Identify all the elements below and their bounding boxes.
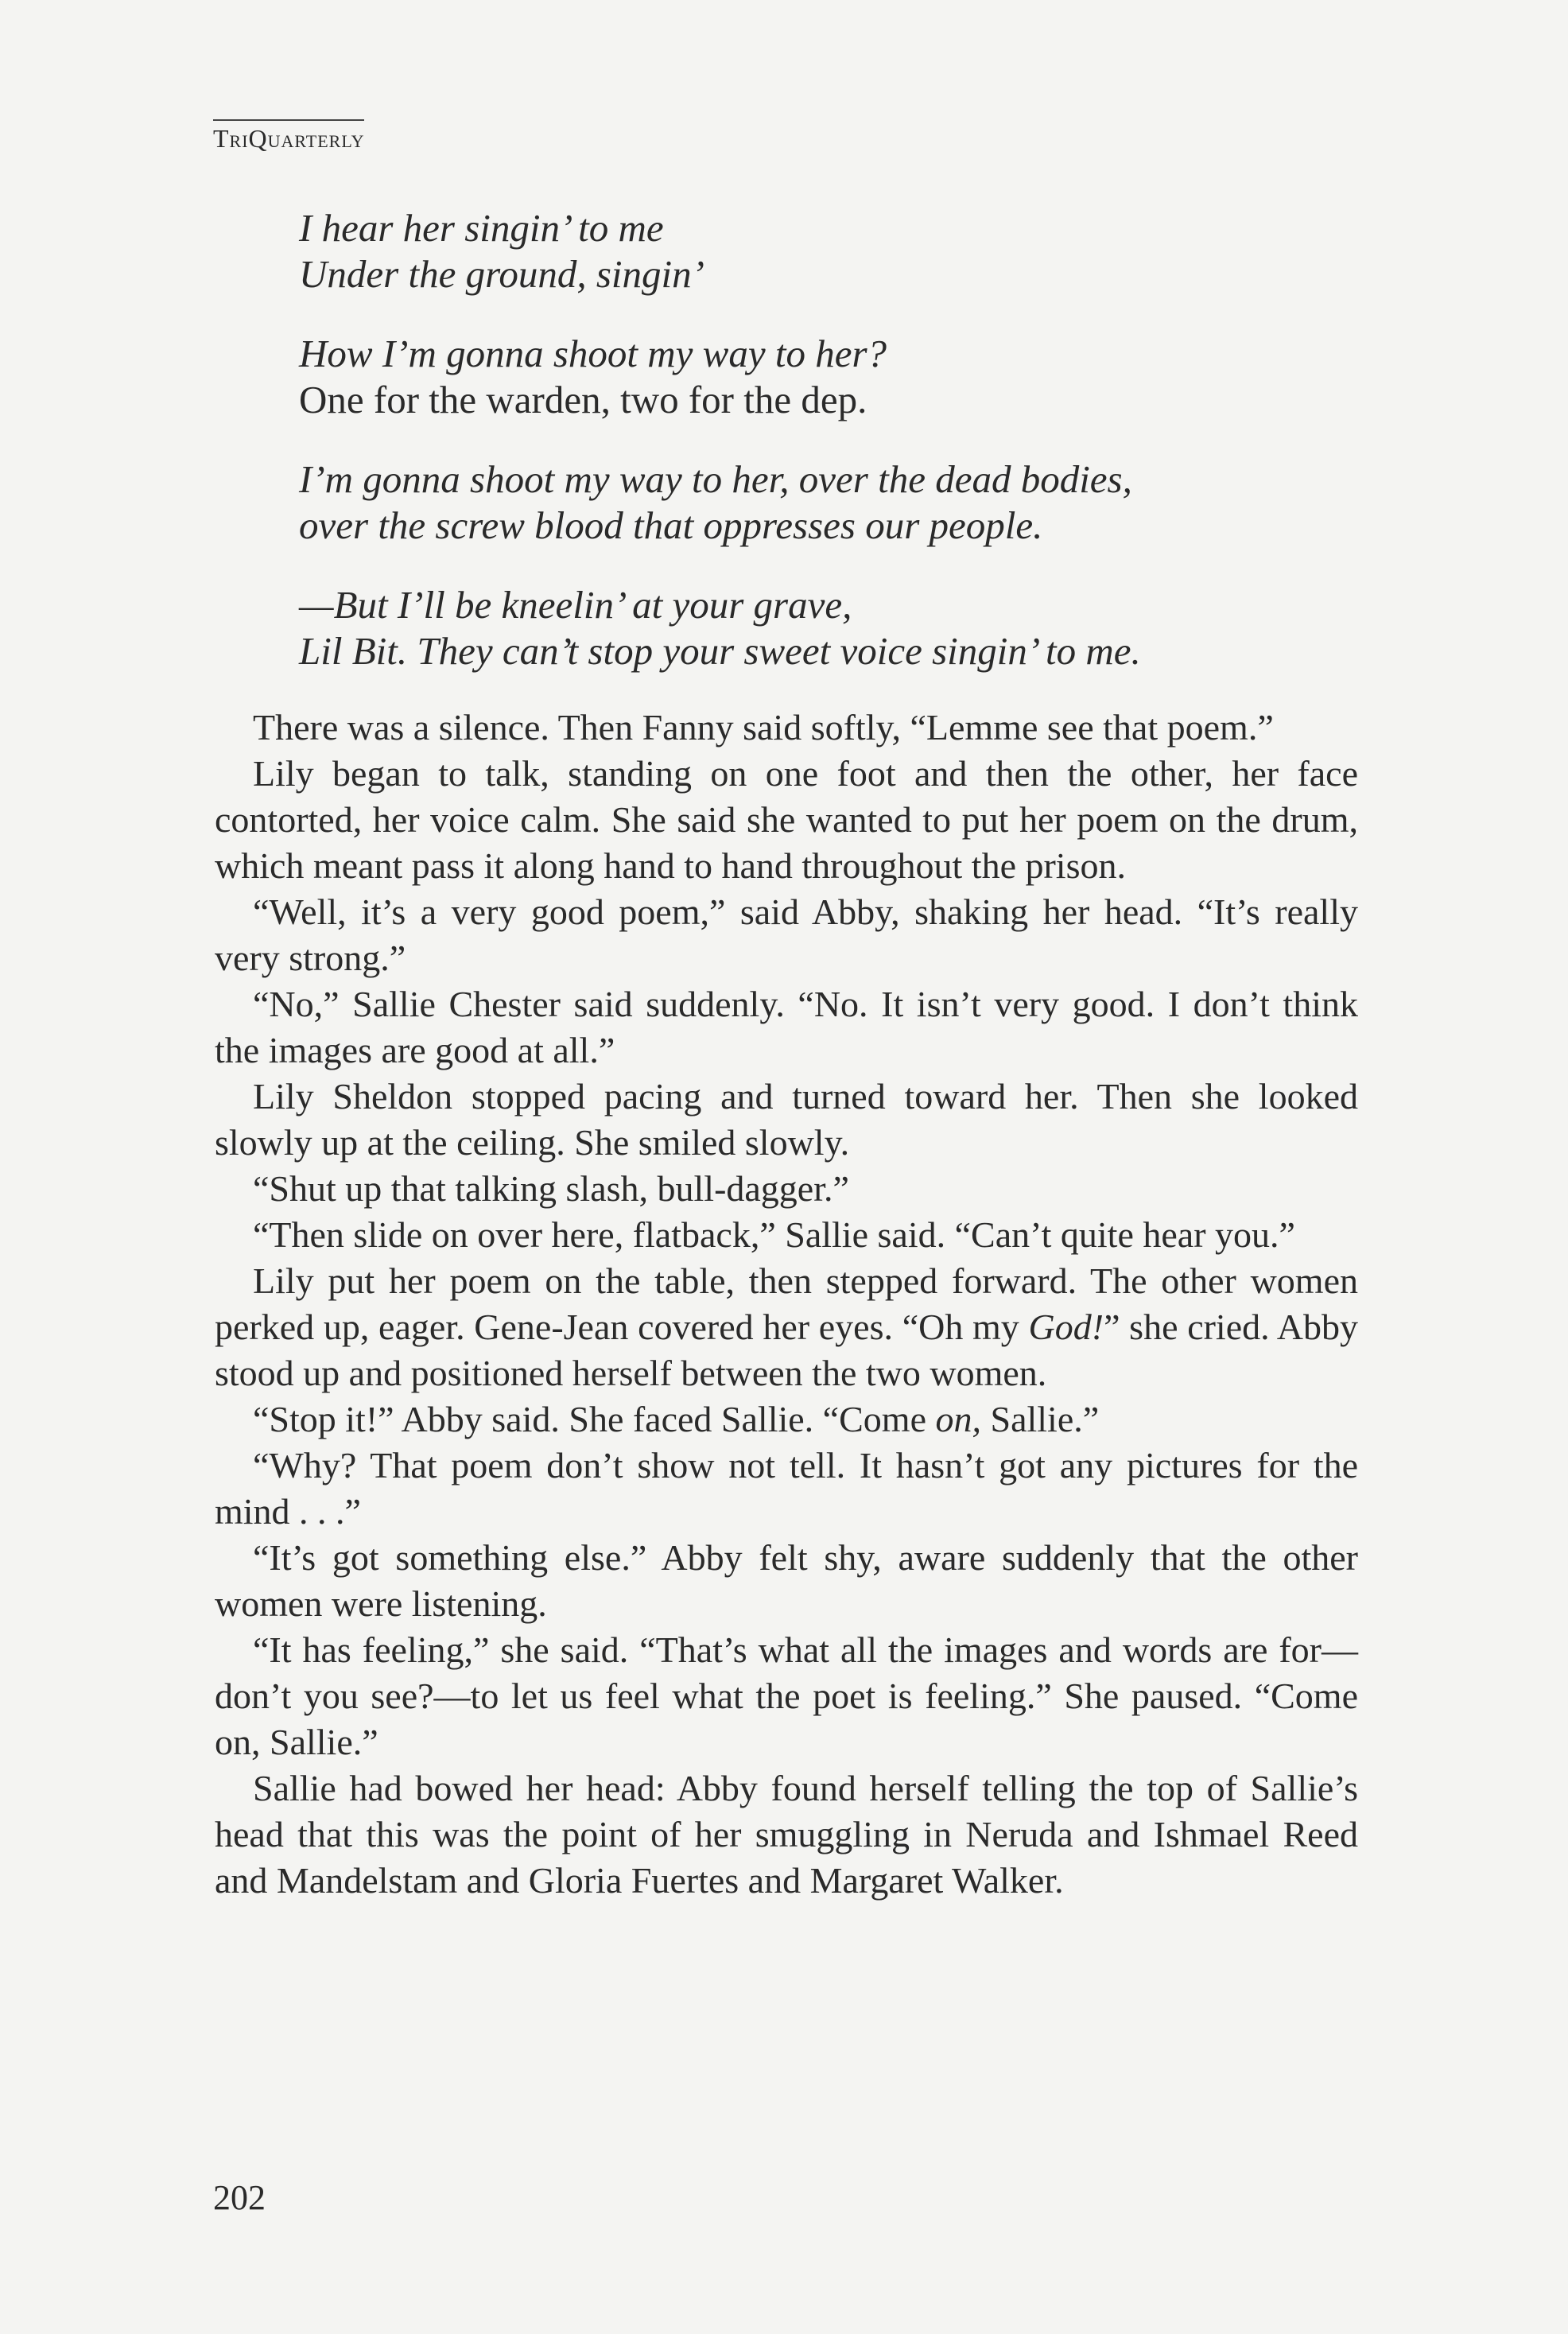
- text-run: Sallie had bowed her head: Abby found herself telling the top of Sallie’s head that this was the point of her smuggling in Neruda and Ishmael Reed and Mandelstam and Gloria Fuertes and Margaret Walker.: [215, 1768, 1358, 1901]
- text-run: “It has feeling,” she said. “That’s what all the images and words are for—don’t you see?—to let us feel what the poet is feeling.” She paused. “Come on, Sallie.”: [215, 1629, 1358, 1762]
- paragraph: [215, 981, 1358, 1074]
- page-number: 202: [213, 2178, 266, 2217]
- paragraph: [215, 1627, 1358, 1765]
- text-run: Lily put her poem on the table, then stepped forward. The other women perked up, eager. Gene-Jean covered her eyes. “Oh my: [215, 1260, 1358, 1347]
- paragraph: [215, 1765, 1358, 1904]
- text-run: “Then slide on over here, flatback,” Sallie said. “Can’t quite hear you.”: [253, 1214, 1295, 1255]
- paragraph: [215, 1258, 1358, 1396]
- poem-line: over the screw blood that oppresses our people.: [299, 503, 1043, 547]
- paragraph: [215, 705, 1358, 751]
- text-run: Lily Sheldon stopped pacing and turned toward her. Then she looked slowly up at the ceiling. She smiled slowly.: [215, 1076, 1358, 1163]
- poem-line: —But I’ll be kneelin’ at your grave,: [299, 583, 852, 627]
- paragraph: [215, 1166, 1358, 1212]
- poem-line: I’m gonna shoot my way to her, over the dead bodies,: [299, 457, 1132, 501]
- running-head: TriQuarterly: [213, 119, 364, 151]
- paragraph: [215, 1535, 1358, 1627]
- italic-run: God!: [1028, 1307, 1104, 1347]
- text-run: “No,” Sallie Chester said suddenly. “No. It isn’t very good. I don’t think the images are good at all.”: [215, 984, 1358, 1070]
- paragraph: [215, 751, 1358, 889]
- paragraph: [215, 1443, 1358, 1535]
- text-run: ” she cried. Abby stood up and positioned herself between the two women.: [215, 1307, 1358, 1393]
- paragraph: [215, 889, 1358, 981]
- poem-stanza: [299, 205, 1444, 297]
- poem-line: Lil Bit. They can’t stop your sweet voice singin’ to me.: [299, 629, 1141, 673]
- poem-stanza: [299, 456, 1444, 549]
- poem-stanza: [299, 331, 1444, 423]
- text-run: “It’s got something else.” Abby felt shy, aware suddenly that the other women were listening.: [215, 1537, 1358, 1624]
- text-run: Lily began to talk, standing on one foot and then the other, her face contorted, her voice calm. She said she wanted to put her poem on the drum, which meant pass it along hand to hand throughout the prison.: [215, 753, 1358, 886]
- poem-line: Under the ground, singin’: [299, 252, 704, 296]
- text-run: “Well, it’s a very good poem,” said Abby, shaking her head. “It’s really very strong.”: [215, 891, 1358, 978]
- text-run: “Stop it!” Abby said. She faced Sallie. “Come: [253, 1399, 936, 1439]
- poem-stanza: [299, 582, 1444, 674]
- paragraph: [215, 1074, 1358, 1166]
- poem-line: How I’m gonna shoot my way to her?: [299, 332, 887, 375]
- text-run: “Shut up that talking slash, bull-dagger.”: [253, 1168, 849, 1209]
- text-run: Sallie.”: [980, 1399, 1100, 1439]
- paragraph: [215, 1212, 1358, 1258]
- italic-run: on,: [935, 1399, 981, 1439]
- poem-line: One for the warden, two for the dep.: [299, 378, 867, 421]
- poem-line: I hear her singin’ to me: [299, 206, 664, 250]
- paragraph: [215, 1396, 1358, 1443]
- prose-block: [215, 705, 1358, 1904]
- poem-block: [299, 205, 1444, 708]
- text-run: “Why? That poem don’t show not tell. It hasn’t got any pictures for the mind . . .”: [215, 1445, 1358, 1532]
- text-run: There was a silence. Then Fanny said softly, “Lemme see that poem.”: [253, 707, 1274, 748]
